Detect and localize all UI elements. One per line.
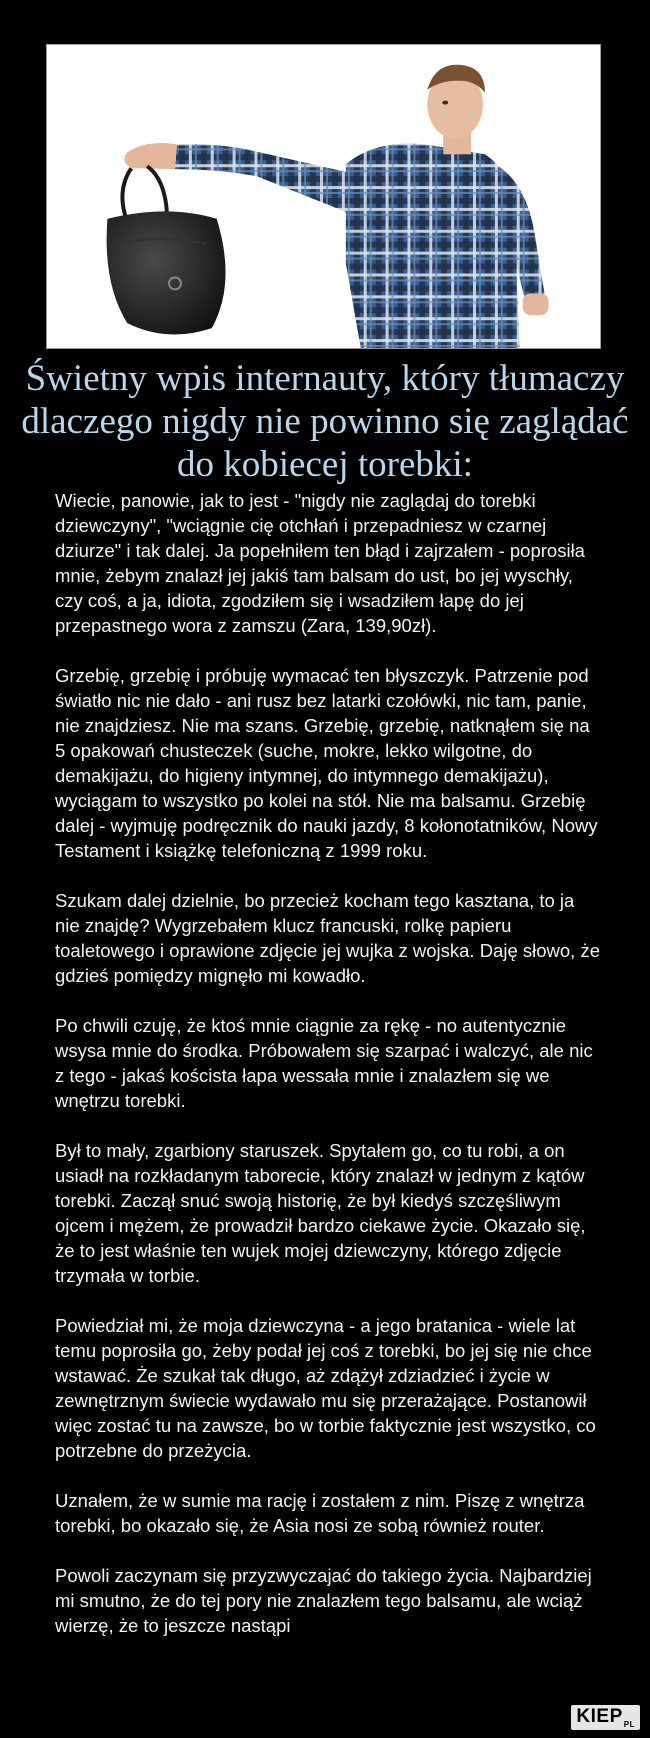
paragraph: Grzebię, grzebię i próbuję wymacać ten błyszczyk. Patrzenie pod światło nic nie dało - ani rusz bez latarki czołówki, nic tam, panie, nie znajdziesz. Nie ma szans. Grzebię, grzebię, natknąłem się na 5 opakowań chusteczek (suche, mokre, lekko wilgotne, do demakijażu, do higieny intymnej, do intymnego demakijażu), wyciągam to wszystko po kolei na stół. Nie ma balsamu. Grzebię dalej - wyjmuję podręcznik do nauki jazdy, 8 kołonotatników, Nowy Testament i książkę telefoniczną z 1999 roku.	[55, 665, 598, 861]
paragraph: Uznałem, że w sumie ma rację i zostałem z nim. Piszę z wnętrza torebki, bo okazało się, że Asia nosi ze sobą również router.	[55, 1490, 585, 1536]
hero-photo	[46, 44, 601, 349]
watermark-main: KIEP	[576, 1706, 623, 1728]
site-watermark-logo	[571, 1705, 640, 1730]
article-body	[55, 488, 603, 1638]
paragraph: Po chwili czuję, że ktoś mnie ciągnie za rękę - no autentycznie wsysa mnie do środka. Próbowałem się szarpać i walczyć, ale nic z tego - jakaś koścista łapa wessała mnie i znalazłem się we wnętrzu torebki.	[55, 1015, 593, 1111]
man-holding-handbag-illustration	[47, 45, 600, 348]
watermark-domain: PL	[623, 1720, 635, 1729]
paragraph: Szukam dalej dzielnie, bo przecież kocham tego kasztana, to ja nie znajdę? Wygrzebałem klucz francuski, rolkę papieru toaletowego i oprawione zdjęcie jej wujka z wojska. Daję słowo, że gdzieś pomiędzy mignęło mi kowadło.	[55, 890, 601, 986]
paragraph: Wiecie, panowie, jak to jest - "nigdy nie zaglądaj do torebki dziewczyny", "wciągnie cię otchłań i przepadniesz w czarnej dziurze" i tak dalej. Ja popełniłem ten błąd i zajrzałem - poprosiła mnie, żebym znalazł jej jakiś tam balsam do ust, bo jej wyschły, czy coś, a ja, idiota, zgodziłem się i wsadziłem łapę do jej przepastnego wora z zamszu (Zara, 139,90zł).	[55, 490, 585, 636]
paragraph: Powiedział mi, że moja dziewczyna - a jego bratanica - wiele lat temu poprosiła go, żeby podał jej coś z torebki, bo jej się nie chce wstawać. Że szukał tak długo, aż zdążył zdziadzieć i życie w zewnętrznym świecie wydawało mu się przerażające. Postanowił więc zostać tu na zawsze, bo w torbie faktycznie jest wszystko, co potrzebne do przeżycia.	[55, 1315, 596, 1461]
paragraph: Był to mały, zgarbiony staruszek. Spytałem go, co tu robi, a on usiadł na rozkładanym taborecie, który znalazł w jednym z kątów torebki. Zaczął snuć swoją historię, że był kiedyś szczęśliwym ojcem i mężem, że prowadził bardzo ciekawe życie. Okazało się, że to jest właśnie ten wujek mojej dziewczyny, którego zdjęcie trzymała w torbie.	[55, 1140, 586, 1286]
paragraph: Powoli zaczynam się przyzwyczajać do takiego życia. Najbardziej mi smutno, że do tej pory nie znalazłem tego balsamu, ale wciąż wierzę, że to jeszcze nastąpi	[55, 1565, 592, 1636]
article-title: Świetny wpis internauty, który tłumaczy dlaczego nigdy nie powinno się zaglądać do kobiecej torebki:	[21, 358, 629, 485]
